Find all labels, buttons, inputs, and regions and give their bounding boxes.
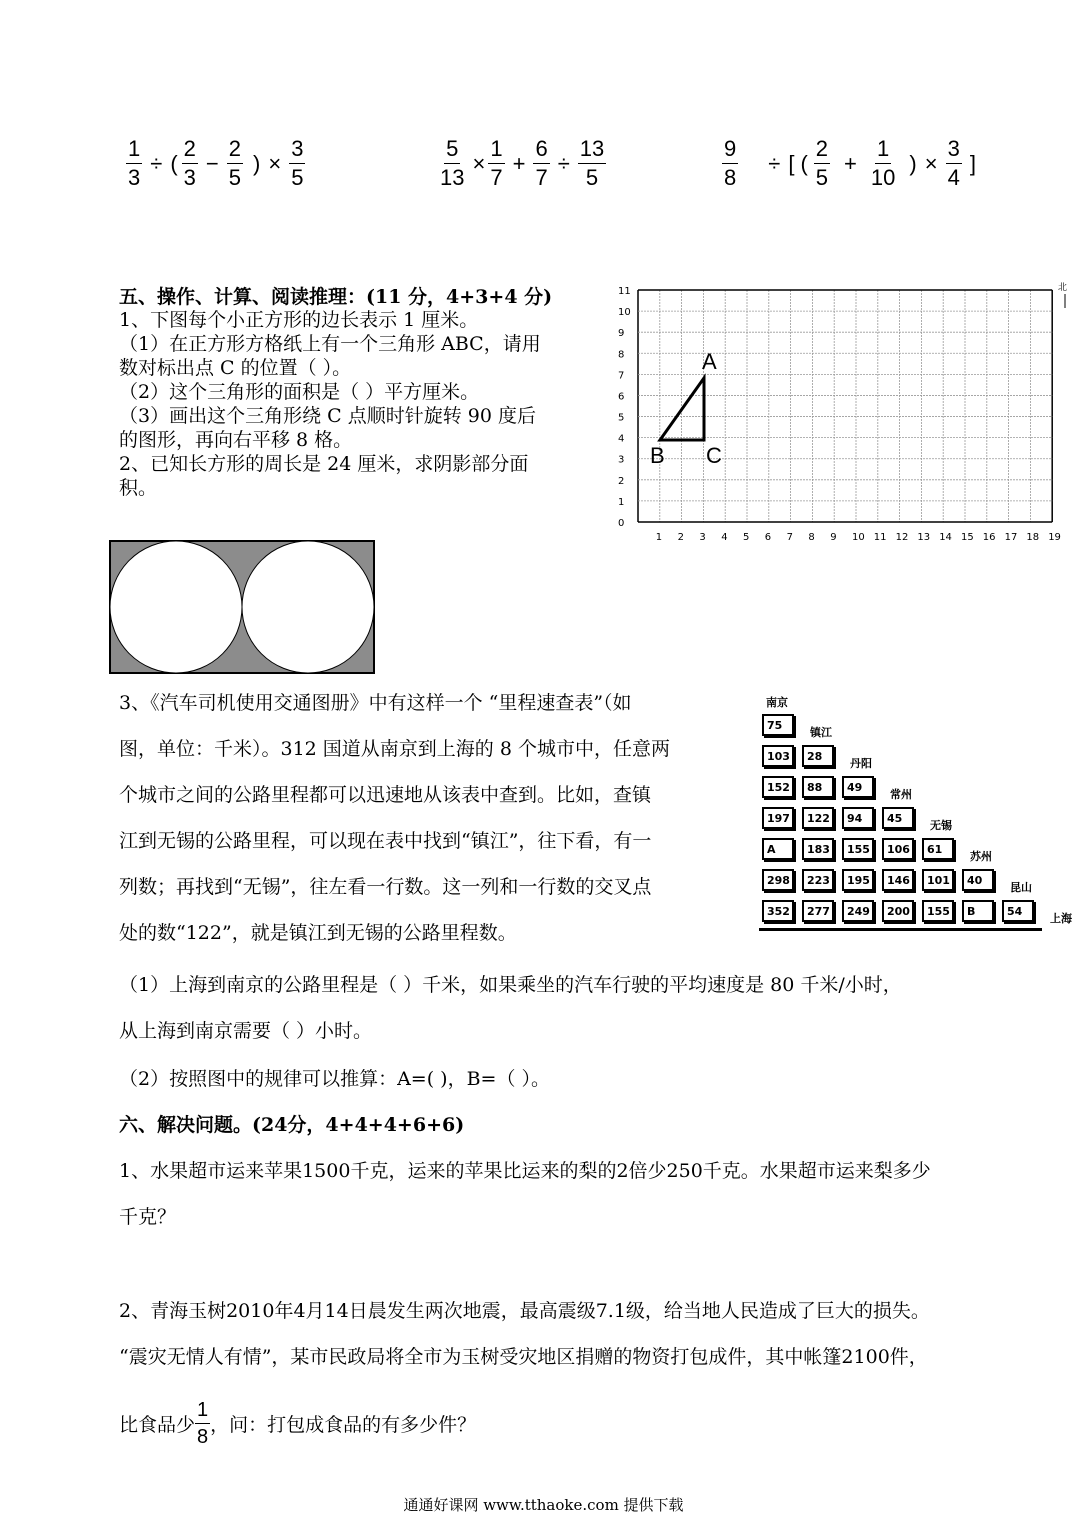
y-tick-label: 2: [618, 475, 625, 487]
right-circle: [242, 541, 374, 673]
text-span: ，问：打包成食品的有多少件？: [210, 1414, 477, 1436]
bracket: [: [788, 150, 795, 176]
text-line: 1、下图每个小正方形的边长表示 1 厘米。: [119, 309, 479, 331]
bracket: ]: [969, 150, 976, 176]
operator: −: [205, 150, 219, 176]
x-tick-label: 19: [1048, 532, 1061, 543]
operator: +: [512, 150, 526, 176]
mileage-cell: 49: [842, 776, 874, 798]
y-tick-label: 1: [618, 496, 625, 508]
mileage-cell: 54: [1002, 900, 1034, 922]
text-line: 数对标出点 C 的位置（ ）。: [119, 357, 352, 379]
city-label: 苏州: [970, 850, 992, 863]
y-tick-label: 5: [618, 412, 625, 424]
city-label: 无锡: [930, 819, 952, 832]
y-tick-label: 3: [618, 454, 625, 466]
fraction: $\frac{13}{5}$: [579, 136, 605, 190]
x-tick-label: 5: [743, 532, 750, 543]
mileage-cell: 103: [762, 745, 794, 767]
paren: ): [909, 150, 917, 176]
question-6-2b: “震灾无情人有情”，某市民政局将全市为玉树受灾地区捐赠的物资打包成件，其中帐篷2100件，: [119, 1346, 928, 1368]
city-label: 上海: [1050, 912, 1072, 925]
question-6-2a: 2、青海玉树2010年4月14日晨发生两次地震，最高震级7.1级，给当地人民造成了巨大的损失。: [119, 1300, 930, 1322]
fraction: $\frac{1}{3}$: [128, 136, 141, 190]
x-tick-label: 4: [721, 532, 728, 543]
mileage-cell: 28: [802, 745, 834, 767]
x-tick-label: 14: [939, 532, 952, 543]
fraction: $\frac{3}{4}$: [947, 136, 960, 190]
operator: ×: [472, 150, 486, 176]
point-label-a: A: [702, 349, 717, 374]
question-6-2c: [119, 1400, 476, 1447]
fraction: $\frac{1}{10}$: [870, 136, 896, 190]
expression-2: [440, 138, 606, 189]
city-label: 镇江: [810, 726, 832, 739]
text-span: 比食品少: [119, 1414, 196, 1436]
operator: ÷: [768, 150, 781, 176]
x-tick-label: 3: [699, 532, 706, 543]
fraction: $\frac{3}{5}$: [291, 136, 304, 190]
left-circle: [110, 541, 242, 673]
mileage-cell: 94: [842, 807, 874, 829]
footer: 通通好课网 www.tthaoke.com 提供下载: [403, 1496, 684, 1514]
question-6-1a: 1、水果超市运来苹果1500千克，运来的苹果比运来的梨的2倍少250千克。水果超市运来梨多少: [119, 1160, 931, 1182]
text-line: 积。: [119, 477, 158, 499]
expression-1: [126, 138, 305, 189]
city-label: 常州: [890, 788, 912, 801]
paren: (: [170, 150, 178, 176]
section-5-text: [119, 308, 599, 500]
mileage-cell: 183: [802, 838, 834, 860]
x-tick-label: 2: [677, 532, 684, 543]
x-tick-label: 7: [786, 532, 793, 543]
mileage-cell: 277: [802, 900, 834, 922]
point-label-c: C: [706, 443, 722, 468]
question-3-sub-1a: （1）上海到南京的公路里程是（ ）千米，如果乘坐的汽车行驶的平均速度是 80 千米/小时，: [119, 974, 902, 996]
y-tick-label: 7: [618, 370, 625, 382]
mileage-table: [758, 690, 1084, 940]
city-label: 南京: [766, 696, 788, 709]
city-label: 丹阳: [850, 757, 872, 770]
coordinate-grid: [610, 280, 1080, 550]
x-tick-label: 6: [764, 532, 772, 543]
mileage-cell: 197: [762, 807, 794, 829]
mileage-cell: B: [962, 900, 994, 922]
x-tick-label: 17: [1004, 532, 1018, 543]
x-tick-label: 12: [895, 532, 909, 543]
text-line: 的图形，再向右平移 8 格。: [119, 429, 353, 451]
city-label: 昆山: [1010, 881, 1032, 894]
x-tick-label: 9: [830, 532, 837, 543]
operator: +: [844, 150, 857, 176]
text-line: 3、《汽车司机使用交通图册》中有这样一个 “里程速查表”（如: [119, 692, 632, 714]
question-3-sub-1b: 从上海到南京需要（ ）小时。: [119, 1020, 373, 1042]
fraction: $\frac{5}{13}$: [440, 136, 465, 190]
mileage-cell: 61: [922, 838, 954, 860]
y-tick-label: 4: [618, 433, 625, 445]
x-tick-label: 16: [982, 532, 996, 543]
mileage-cell: 106: [882, 838, 914, 860]
y-tick-label: 8: [618, 349, 625, 361]
mileage-cell: 352: [762, 900, 794, 922]
x-tick-label: 1: [655, 532, 663, 543]
text-line: （1）在正方形方格纸上有一个三角形 ABC，请用: [119, 333, 541, 355]
y-tick-label: 0: [618, 518, 625, 529]
mileage-cell: 298: [762, 869, 794, 891]
grid-ticks: [618, 286, 1061, 543]
x-tick-label: 13: [917, 532, 931, 543]
mileage-cell: 152: [762, 776, 794, 798]
fraction: $\frac{1}{8}$: [197, 1399, 209, 1448]
text-line: 处的数“122”，就是镇江到无锡的公路里程数。: [119, 922, 517, 944]
point-label-b: B: [650, 443, 665, 468]
operator: ÷: [557, 150, 570, 176]
x-tick-label: 10: [852, 532, 865, 543]
text-line: 2、已知长方形的周长是 24 厘米，求阴影部分面: [119, 453, 529, 475]
table-outline: [759, 928, 1042, 931]
paren: (: [800, 150, 808, 176]
x-tick-label: 15: [961, 532, 974, 543]
text-line: 图，单位：千米）。312 国道从南京到上海的 8 个城市中，任意两: [119, 738, 670, 760]
mileage-cell: 75: [762, 714, 794, 736]
mileage-cell: 155: [842, 838, 874, 860]
question-6-1b: 千克？: [119, 1206, 177, 1228]
text-line: 江到无锡的公路里程，可以现在表中找到“镇江”，往下看，有一: [119, 830, 652, 852]
mileage-cell: 45: [882, 807, 914, 829]
y-tick-label: 6: [618, 391, 625, 403]
text-line: 列数；再找到“无锡”，往左看一行数。这一列和一行数的交叉点: [119, 876, 652, 898]
shaded-figure: [109, 540, 375, 674]
section-5-heading: 五、操作、计算、阅读推理：(11 分，4+3+4 分): [119, 286, 553, 308]
operator: ×: [924, 150, 938, 176]
y-tick-label: 9: [618, 328, 625, 340]
section-6-heading: 六、解决问题。(24分，4+4+4+6+6): [119, 1114, 465, 1136]
x-tick-label: 8: [808, 532, 815, 543]
question-3-text: [119, 688, 739, 964]
question-3-sub-2: （2）按照图中的规律可以推算：A=( )，B=（ ）。: [119, 1068, 551, 1090]
mileage-cell: 155: [922, 900, 954, 922]
text-line: 个城市之间的公路里程都可以迅速地从该表中查到。比如，查镇: [119, 784, 652, 806]
mileage-cell: 88: [802, 776, 834, 798]
grid-lines: [638, 290, 1052, 522]
mileage-cell: 223: [802, 869, 834, 891]
fraction: $\frac{2}{3}$: [183, 136, 196, 190]
text-line: （3）画出这个三角形绕 C 点顺时针旋转 90 度后: [119, 405, 536, 427]
mileage-cell: A: [762, 838, 794, 860]
operator: ×: [268, 150, 282, 176]
mileage-cell: 101: [922, 869, 954, 891]
mileage-cell: 40: [962, 869, 994, 891]
mileage-cell: 146: [882, 869, 914, 891]
operator: ÷: [150, 150, 163, 176]
north-label: 北: [1058, 283, 1068, 293]
mileage-cell: 195: [842, 869, 874, 891]
text-line: （2）这个三角形的面积是（ ）平方厘米。: [119, 381, 480, 403]
y-tick-label: 10: [618, 307, 631, 319]
fraction: $\frac{2}{5}$: [228, 136, 242, 190]
x-tick-label: 18: [1026, 532, 1040, 543]
paren: ): [253, 150, 261, 176]
mileage-cell: 249: [842, 900, 874, 922]
mileage-cell: 200: [882, 900, 914, 922]
x-tick-label: 11: [873, 532, 887, 543]
fraction: $\frac{9}{8}$: [724, 136, 737, 190]
expression-3: [722, 138, 976, 189]
fraction: $\frac{1}{7}$: [490, 136, 503, 190]
y-tick-label: 11: [618, 286, 631, 297]
fraction: $\frac{2}{5}$: [815, 136, 829, 190]
mileage-cell: 122: [802, 807, 834, 829]
fraction: $\frac{6}{7}$: [535, 136, 548, 190]
